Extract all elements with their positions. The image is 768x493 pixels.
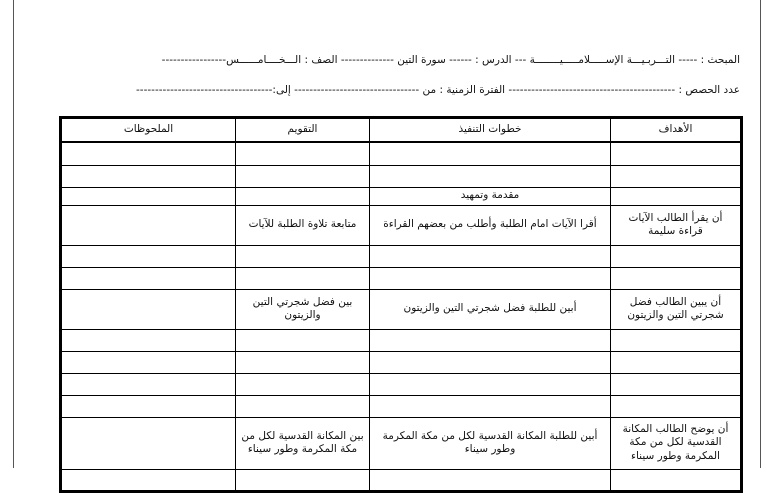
cell-objective: أن يوضح الطالب المكانة القدسية لكل من مكة المكرمة وطور سيناء [611,417,742,469]
table-row [61,289,742,329]
cell-objective [611,187,742,205]
cell-objective [611,469,742,491]
cell-notes [61,351,236,373]
cell-step [370,351,611,373]
cell-objective [611,329,742,351]
cell-step [370,469,611,491]
cell-evaluation [236,469,370,491]
column-header-objectives: الأهداف [611,118,742,143]
cell-step: أبين للطلبة المكانة القدسية لكل من مكة المكرمة وطور سيناء [370,417,611,469]
cell-notes [61,373,236,395]
cell-evaluation [236,267,370,289]
cell-evaluation [236,245,370,267]
cell-evaluation: بين المكانة القدسية لكل من مكة المكرمة وطور سيناء [236,417,370,469]
cell-step: أبين للطلبة فضل شجرتي التين والزيتون [370,289,611,329]
cell-objective [611,267,742,289]
table-row [61,142,742,165]
table-row [61,205,742,245]
cell-objective [611,351,742,373]
cell-objective [611,395,742,417]
cell-objective [611,373,742,395]
table-row [61,351,742,373]
table-header-row [61,118,742,143]
table-row [61,395,742,417]
cell-notes [61,187,236,205]
cell-evaluation [236,351,370,373]
cell-step [370,142,611,165]
column-header-notes: الملحوظات [61,118,236,143]
cell-objective: أن يقرأ الطالب الآيات قراءة سليمة [611,205,742,245]
table-row [61,245,742,267]
cell-notes [61,245,236,267]
cell-evaluation: بين فضل شجرتي التين والزيتون [236,289,370,329]
cell-step [370,267,611,289]
column-header-steps: خطوات التنفيذ [370,118,611,143]
cell-step [370,395,611,417]
lesson-plan-table [59,116,743,493]
cell-notes [61,165,236,187]
header-subject-line: المبحث : ----- التـــربـيـــة الإســـــلامـــــيــــــــة --- الدرس : ------ سورة التين -------------- الصف : الـــخــــامــــــس----------------- [161,54,740,66]
cell-step: أقرا الآيات امام الطلبة وأطلب من بعضهم القراءة [370,205,611,245]
table-row [61,469,742,491]
cell-evaluation [236,187,370,205]
table-row [61,373,742,395]
cell-notes [61,417,236,469]
cell-notes [61,267,236,289]
table-row [61,187,742,205]
cell-evaluation [236,395,370,417]
cell-evaluation [236,373,370,395]
table-row [61,329,742,351]
cell-step: مقدمة وتمهيد [370,187,611,205]
column-header-evaluation: التقويم [236,118,370,143]
table-row [61,417,742,469]
table-row [61,267,742,289]
cell-evaluation [236,165,370,187]
page-border-right [760,0,761,468]
cell-notes [61,469,236,491]
cell-notes [61,329,236,351]
cell-objective [611,142,742,165]
cell-step [370,165,611,187]
header-period-line: عدد الحصص : -------------------------------------------- الفترة الزمنية : من --------------------------------- إلى:------------------------------------ [136,84,740,96]
cell-objective: أن يبين الطالب فضل شجرتي التين والزيتون [611,289,742,329]
page-border-left [13,0,14,468]
cell-notes [61,205,236,245]
cell-evaluation [236,142,370,165]
cell-objective [611,245,742,267]
cell-evaluation: متابعة تلاوة الطلبة للآيات [236,205,370,245]
cell-step [370,245,611,267]
table-row [61,165,742,187]
cell-notes [61,142,236,165]
cell-step [370,373,611,395]
cell-evaluation [236,329,370,351]
cell-notes [61,289,236,329]
cell-objective [611,165,742,187]
cell-step [370,329,611,351]
cell-notes [61,395,236,417]
